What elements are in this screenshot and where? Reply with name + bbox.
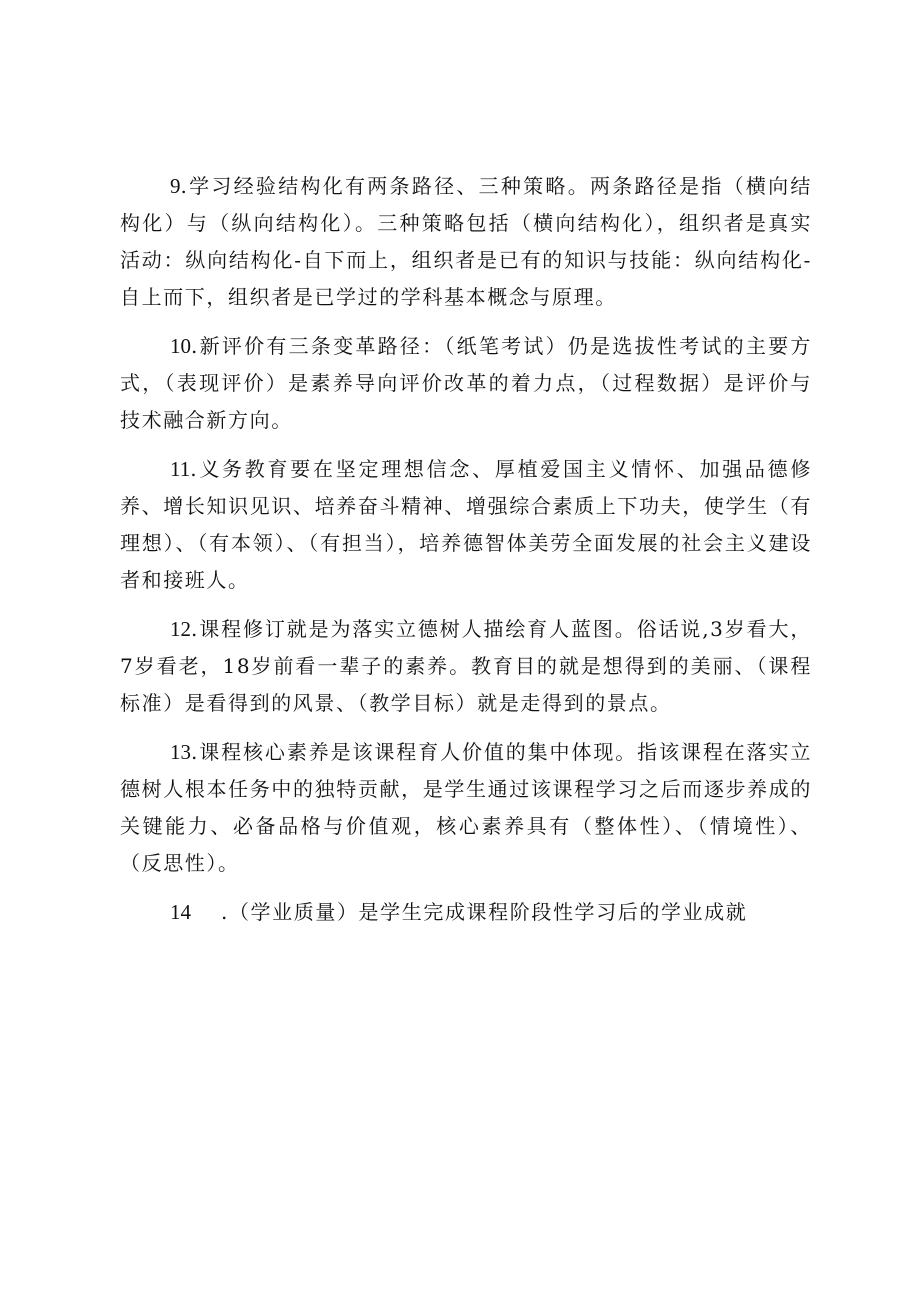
paragraph-item-12 — [120, 611, 812, 722]
item-text: .课程核心素养是该课程育人价值的集中体现。指该课程在落实立德树人根本任务中的独特贡献，是学生通过该课程学习之后而逐步养成的关键能力、必备品格与价值观，核心素养具有（整体性）、（情境性）、（反思性）。 — [120, 740, 812, 875]
paragraph-item-13 — [120, 734, 812, 882]
item-text: .课程修订就是为落实立德树人描绘育人蓝图。俗话说,3岁看大，7岁看老，18岁前看一辈子的素养。教育目的就是想得到的美丽、（课程标准）是看得到的风景、（教学目标）就是走得到的景点。 — [120, 617, 812, 715]
item-text: .学习经验结构化有两条路径、三种策略。两条路径是指（横向结构化）与（纵向结构化）。三种策略包括（横向结构化），组织者是真实活动：纵向结构化-自下而上，组织者是已有的知识与技能：纵向结构化-自上而下，组织者是已学过的学科基本概念与原理。 — [120, 174, 812, 309]
item-text: .义务教育要在坚定理想信念、厚植爱国主义情怀、加强品德修养、增长知识见识、培养奋斗精神、增强综合素质上下功夫，使学生（有理想）、（有本领）、（有担当），培养德智体美劳全面发展的社会主义建设者和接班人。 — [120, 457, 812, 592]
item-number: 9 — [170, 174, 181, 198]
paragraph-item-11 — [120, 451, 812, 599]
item-number: 10 — [170, 334, 191, 358]
item-text: .新评价有三条变革路径：（纸笔考试）仍是选拔性考试的主要方式，（表现评价）是素养导向评价改革的着力点，（过程数据）是评价与技术融合新方向。 — [120, 334, 812, 432]
paragraph-item-14 — [120, 894, 812, 931]
item-number: 14 — [170, 900, 191, 924]
paragraph-item-9 — [120, 168, 812, 316]
item-number: 12 — [170, 617, 191, 641]
item-text: .（学业质量）是学生完成课程阶段性学习后的学业成就 — [221, 900, 748, 924]
item-number: 11 — [170, 457, 191, 481]
document-body — [120, 168, 812, 943]
item-number: 13 — [170, 740, 191, 764]
paragraph-item-10 — [120, 328, 812, 439]
